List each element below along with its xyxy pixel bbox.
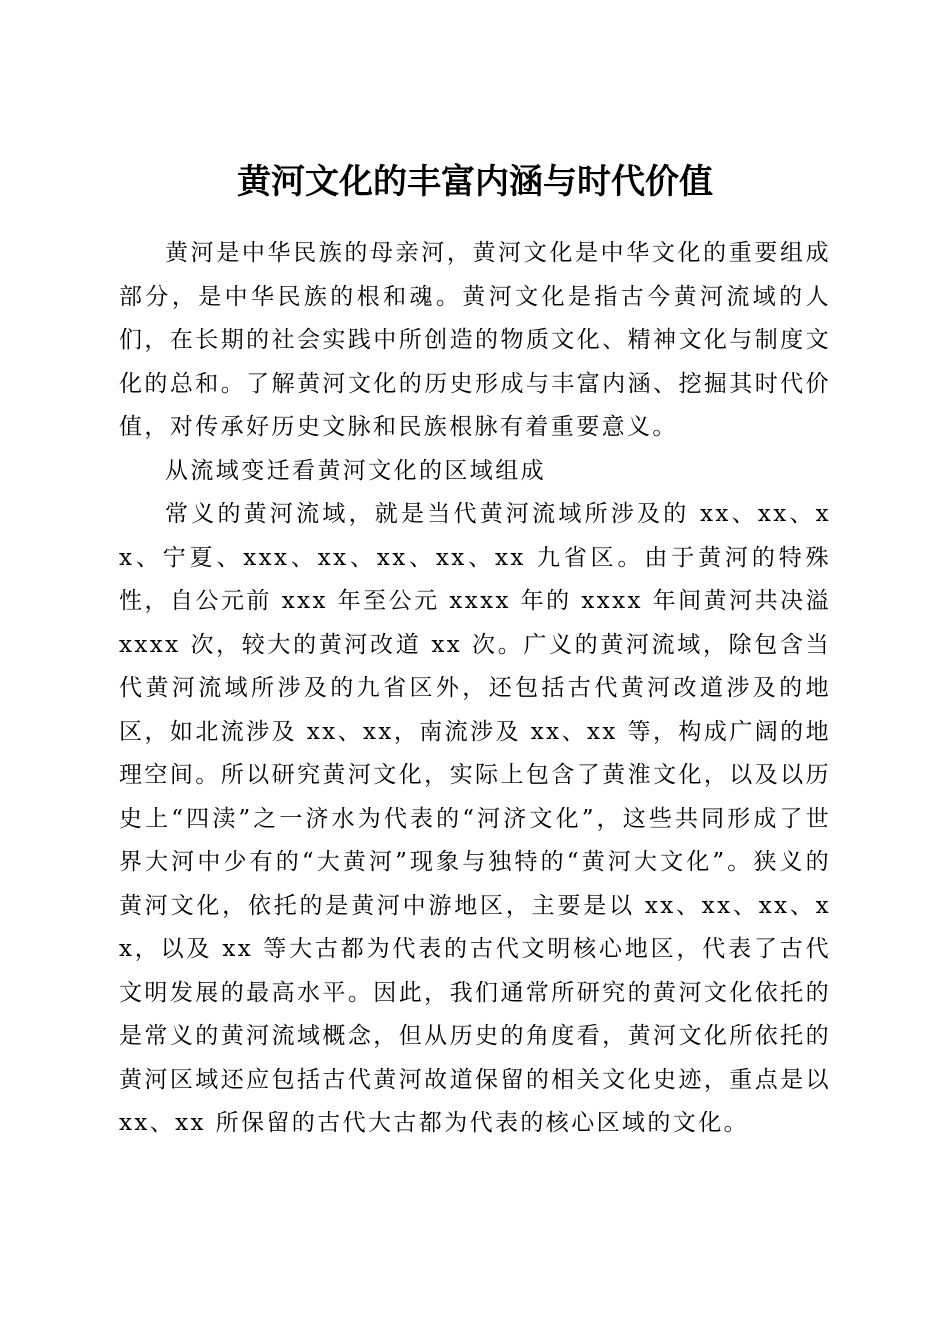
document-body <box>119 232 831 1146</box>
section-heading: 从流域变迁看黄河文化的区域组成 <box>165 457 546 484</box>
document-title: 黄河文化的丰富内涵与时代价值 <box>237 161 713 202</box>
paragraph-basin: 常义的黄河流域，就是当代黄河流域所涉及的 xx、xx、xx、宁夏、xxx、xx、xx、xx、xx 九省区。由于黄河的特殊性，自公元前 xxx 年至公元 xxxx 年的 xxxx 年间黄河共决溢 xxxx 次，较大的黄河改道 xx 次。广义的黄河流域，除包含当代黄河流域所涉及的九省区外，还包括古代黄河改道涉及的地区，如北流涉及 xx、xx，南流涉及 xx、xx 等，构成广阔的地理空间。所以研究黄河文化，实际上包含了黄淮文化，以及以历史上“四渎”之一济水为代表的“河济文化”，这些共同形成了世界大河中少有的“大黄河”现象与独特的“黄河大文化”。狭义的黄河文化，依托的是黄河中游地区，主要是以 xx、xx、xx、xx，以及 xx 等大古都为代表的古代文明核心地区，代表了古代文明发展的最高水平。因此，我们通常所研究的黄河文化依托的是常义的黄河流域概念，但从历史的角度看，黄河文化所依托的黄河区域还应包括古代黄河故道保留的相关文化史迹，重点是以 xx、xx 所保留的古代大古都为代表的核心区域的文化。 <box>119 501 831 1136</box>
paragraph-intro: 黄河是中华民族的母亲河，黄河文化是中华文化的重要组成部分，是中华民族的根和魂。黄河文化是指古今黄河流域的人们，在长期的社会实践中所创造的物质文化、精神文化与制度文化的总和。了解黄河文化的历史形成与丰富内涵、挖掘其时代价值，对传承好历史文脉和民族根脉有着重要意义。 <box>119 240 831 440</box>
